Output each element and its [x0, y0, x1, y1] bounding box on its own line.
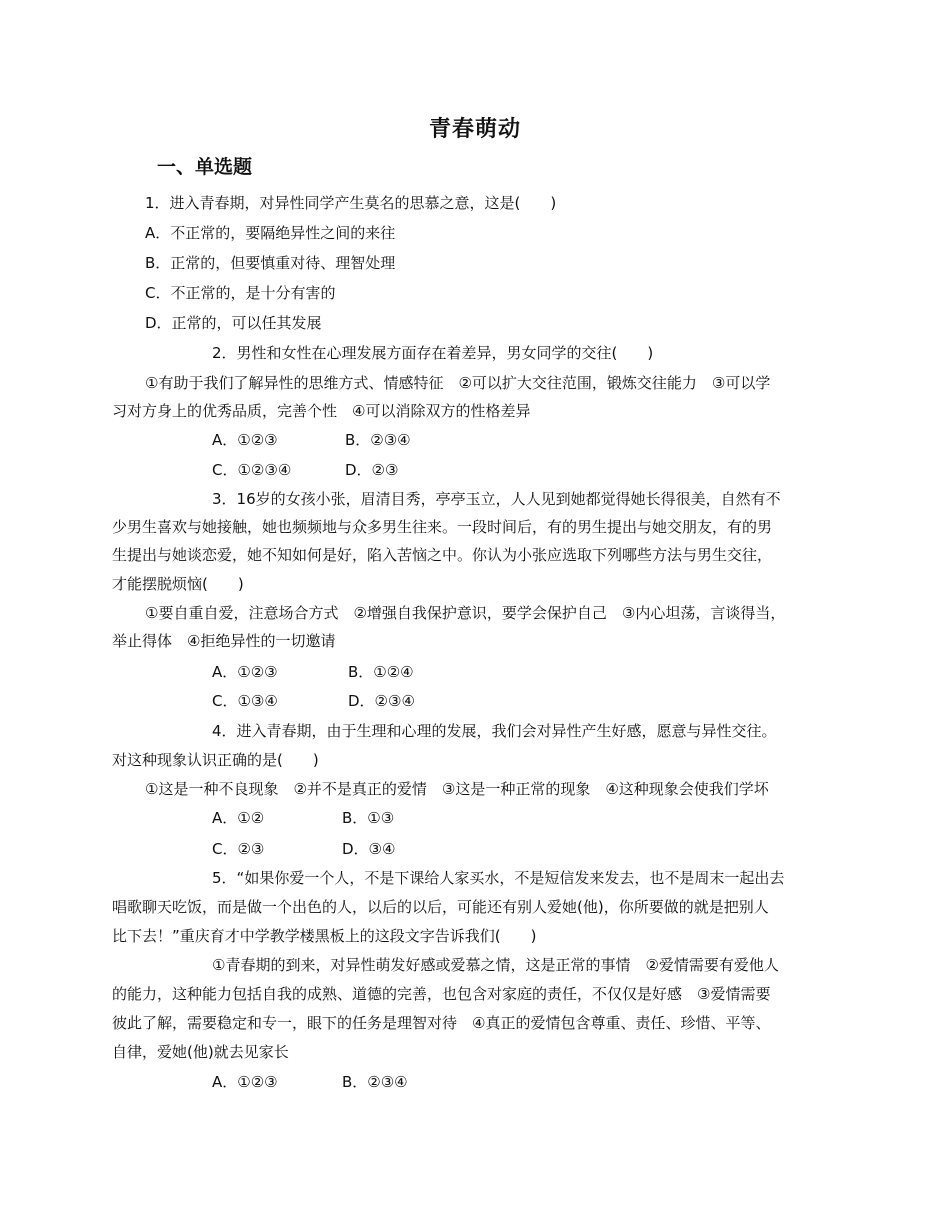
q5-option-a: A．①②③ — [212, 1073, 278, 1091]
q1-option-a: A．不正常的，要隔绝异性之间的来往 — [145, 224, 396, 242]
q4-option-c: C．②③ — [212, 840, 265, 858]
q4-items-line: ①这是一种不良现象 ②并不是真正的爱情 ③这是一种正常的现象 ④这种现象会使我们学坏 — [145, 780, 769, 798]
q3-stem-line: 生提出与她谈恋爱，她不知如何是好，陷入苦恼之中。你认为小张应选取下列哪些方法与男生交往， — [112, 546, 773, 564]
q3-stem-line: 3．16岁的女孩小张，眉清目秀，亭亭玉立，人人见到她都觉得她长得很美，自然有不 — [212, 490, 781, 508]
q5-items-line: 彼此了解，需要稳定和专一，眼下的任务是理智对待 ④真正的爱情包含尊重、责任、珍惜、平等、 — [112, 1014, 771, 1032]
q5-items-line: 自律，爱她(他)就去见家长 — [112, 1043, 289, 1061]
q5-items-line: ①青春期的到来，对异性萌发好感或爱慕之情，这是正常的事情 ②爱情需要有爱他人 — [212, 956, 779, 974]
q3-option-b: B．①②④ — [348, 663, 414, 681]
q3-option-c: C．①③④ — [212, 692, 278, 710]
q2-option-d: D．②③ — [345, 461, 399, 479]
q5-option-b: B．②③④ — [342, 1073, 408, 1091]
q5-stem-line: 5．“如果你爱一个人，不是下课给人家买水，不是短信发来发去，也不是周末一起出去 — [212, 869, 785, 887]
q5-stem-line: 唱歌聊天吃饭，而是做一个出色的人，以后的以后，可能还有别人爱她(他)，你所要做的就是把别人 — [112, 898, 769, 916]
q4-stem-line: 对这种现象认识正确的是( ) — [112, 751, 319, 769]
q3-option-d: D．②③④ — [348, 692, 415, 710]
q1-option-b: B．正常的，但要慎重对待、理智处理 — [145, 254, 396, 272]
q5-items-line: 的能力，这种能力包括自我的成熟、道德的完善，也包含对家庭的责任，不仅仅是好感 ③爱情需要 — [112, 985, 771, 1003]
q4-option-a: A．①② — [212, 809, 265, 827]
q2-items-line: 习对方身上的优秀品质，完善个性 ④可以消除双方的性格差异 — [112, 402, 531, 420]
q1-option-c: C．不正常的，是十分有害的 — [145, 284, 336, 302]
q2-option-a: A．①②③ — [212, 431, 278, 449]
q3-stem-line: 少男生喜欢与她接触，她也频频地与众多男生往来。一段时间后，有的男生提出与她交朋友，有的男 — [112, 518, 773, 536]
q3-items-line: 举止得体 ④拒绝异性的一切邀请 — [112, 632, 336, 650]
q2-stem: 2．男性和女性在心理发展方面存在着差异，男女同学的交往( ) — [212, 344, 654, 362]
q4-option-d: D．③④ — [342, 840, 396, 858]
section-heading: 一、单选题 — [157, 156, 253, 178]
q2-items-line: ①有助于我们了解异性的思维方式、情感特征 ②可以扩大交往范围，锻炼交往能力 ③可以学 — [145, 374, 771, 392]
q1-option-d: D．正常的，可以任其发展 — [145, 314, 322, 332]
q1-stem: 1．进入青春期，对异性同学产生莫名的思慕之意，这是( ) — [145, 194, 557, 212]
q4-option-b: B．①③ — [342, 809, 395, 827]
q5-stem-line: 比下去！”重庆育才中学教学楼黑板上的这段文字告诉我们( ) — [112, 927, 537, 945]
q4-stem-line: 4．进入青春期，由于生理和心理的发展，我们会对异性产生好感，愿意与异性交往。 — [212, 722, 777, 740]
q2-option-c: C．①②③④ — [212, 461, 292, 479]
q2-option-b: B．②③④ — [345, 431, 411, 449]
q3-items-line: ①要自重自爱，注意场合方式 ②增强自我保护意识，要学会保护自己 ③内心坦荡，言谈得当， — [145, 604, 786, 622]
q3-option-a: A．①②③ — [212, 663, 278, 681]
q3-stem-line: 才能摆脱烦恼( ) — [112, 575, 244, 593]
document-title: 青春萌动 — [428, 117, 521, 142]
